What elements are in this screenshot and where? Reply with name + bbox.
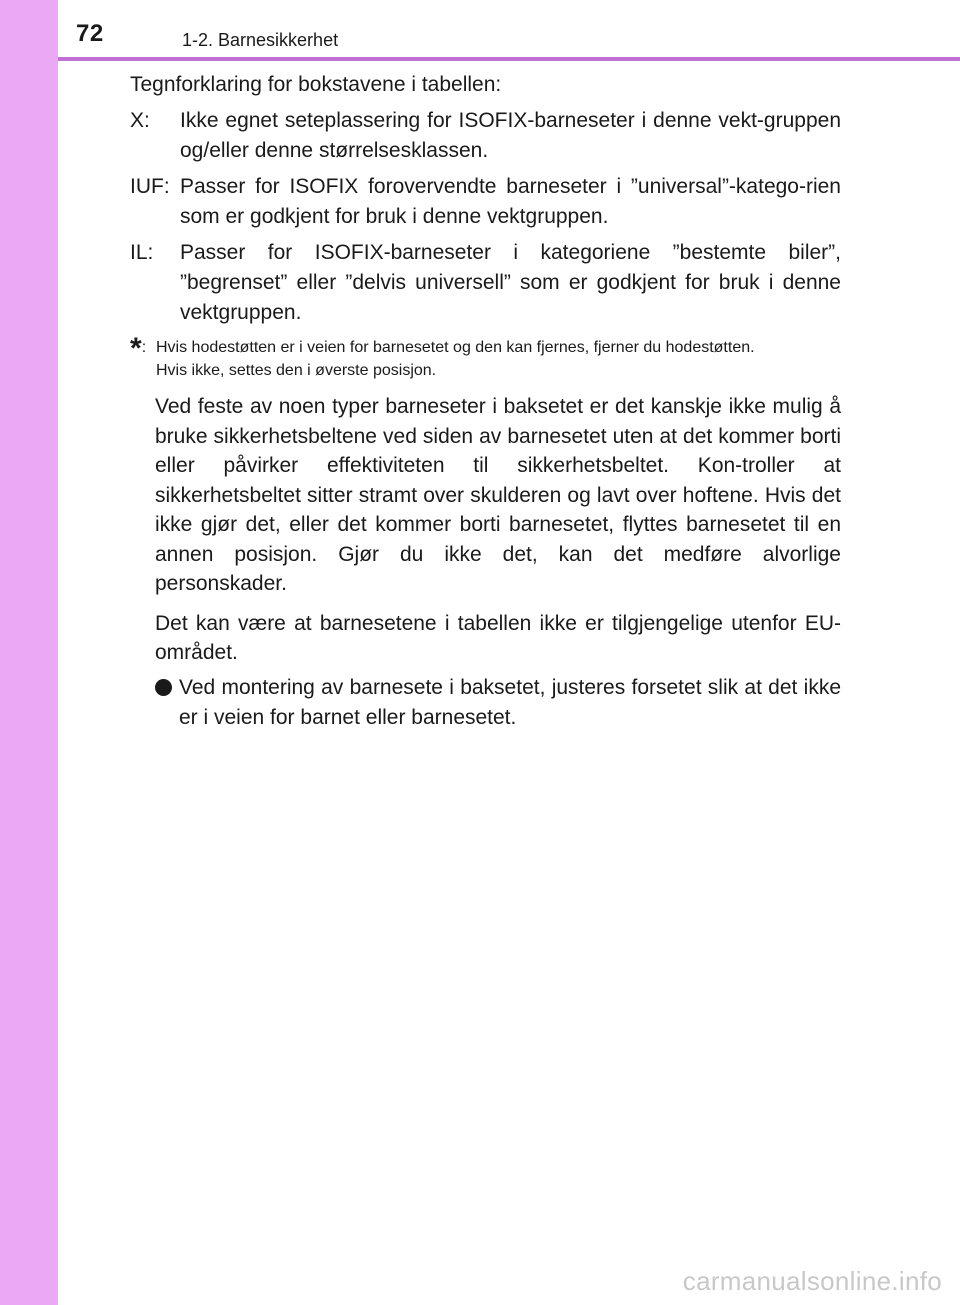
page-content	[130, 70, 841, 733]
bullet-item	[155, 673, 841, 733]
legend-item-il	[130, 238, 841, 328]
footnote-colon: :	[141, 339, 147, 356]
legend-description: Passer for ISOFIX-barneseter i kategoriene ”bestemte biler”, ”begrenset” eller ”delvis universell” som er godkjent for bruk i denne vektgruppen.	[180, 241, 841, 324]
legend-description: Ikke egnet seteplassering for ISOFIX-barneseter i denne vekt-gruppen og/eller denne størrelsesklassen.	[180, 109, 841, 162]
legend-item-iuf	[130, 172, 841, 232]
availability-paragraph: Det kan være at barnesetene i tabellen ikke er tilgjengelige utenfor EU-området.	[155, 611, 841, 664]
side-tab-strip	[0, 0, 58, 1305]
legend-intro: Tegnforklaring for bokstavene i tabellen:	[130, 73, 502, 96]
footnote	[130, 332, 841, 382]
legend-item-x	[130, 106, 841, 166]
section-title: 1-2. Barnesikkerhet	[182, 30, 339, 50]
bullet-text: Ved montering av barnesete i baksetet, justeres forsetet slik at det ikke er i veien for barnet eller barnesetet.	[179, 675, 841, 729]
footnote-line-2: Hvis ikke, settes den i øverste posisjon.	[156, 362, 437, 379]
legend-key: IL:	[130, 241, 154, 264]
footnote-line-1: Hvis hodestøtten er i veien for barnesetet og den kan fjernes, fjerner du hodestøtten.	[156, 339, 755, 356]
asterisk-icon: *	[130, 332, 142, 365]
header-divider	[58, 57, 960, 61]
filled-circle-bullet-icon	[155, 673, 179, 733]
watermark: carmanualsonline.info	[682, 1266, 942, 1296]
legend-key: IUF:	[130, 175, 170, 198]
legend-key: X:	[130, 109, 150, 132]
seatbelt-paragraph: Ved feste av noen typer barneseter i baksetet er det kanskje ikke mulig å bruke sikkerhetsbeltene ved siden av barnesetet uten at det kommer borti eller påvirker effektiviteten til sikkerhetsbeltet. Kon-troller at sikkerhetsbeltet sitter stramt over skulderen og lavt over hoftene. Hvis det ikke gjør det, eller det kommer borti barnesetet, flyttes barnesetet til en annen posisjon. Gjør du ikke det, kan det medføre alvorlige personskader.	[155, 395, 841, 595]
footnote-marker	[130, 332, 156, 382]
page-number: 72	[76, 20, 104, 47]
legend-description: Passer for ISOFIX forovervendte barneseter i ”universal”-katego-rien som er godkjent for bruk i denne vektgruppen.	[180, 175, 841, 228]
footnote-body	[156, 336, 841, 382]
